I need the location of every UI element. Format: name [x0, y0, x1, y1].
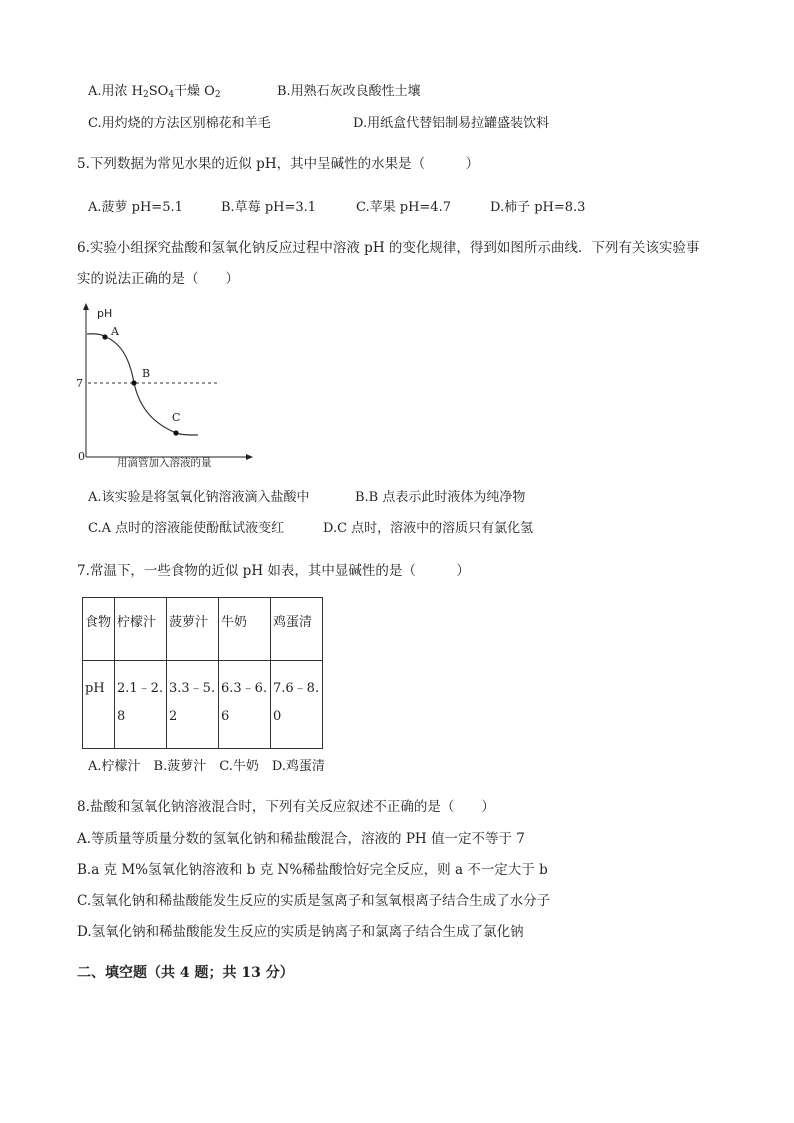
q6-option-d: D.C 点时，溶液中的溶质只有氯化氢	[323, 521, 534, 536]
q4-option-c: C.用灼烧的方法区别棉花和羊毛	[88, 116, 271, 131]
q5-option-d: D.柿子 pH=8.3	[490, 200, 586, 215]
q7-options: A.柠檬汁 B.菠萝汁 C.牛奶 D.鸡蛋清	[88, 759, 325, 774]
q8-stem: 8.盐酸和氢氧化钠溶液混合时，下列有关反应叙述不正确的是（ ）	[77, 799, 495, 815]
q5-stem: 5.下列数据为常见水果的近似 pH，其中呈碱性的水果是（ ）	[77, 156, 480, 172]
ph-curve-chart	[70, 300, 260, 475]
q4-option-b: B.用熟石灰改良酸性土壤	[277, 84, 421, 99]
q6-option-c: C.A 点时的溶液能使酚酞试液变红	[88, 521, 285, 536]
q6-stem-line1: 6.实验小组探究盐酸和氢氧化钠反应过程中溶液 pH 的变化规律，得到如图所示曲线．下列有关该实验事	[77, 240, 700, 256]
point-b	[131, 380, 136, 385]
x-axis-arrow	[246, 454, 253, 460]
q8-option-b: B.a 克 M%氢氧化钠溶液和 b 克 N%稀盐酸恰好完全反应，则 a 不一定大于 b	[77, 862, 548, 878]
q6-option-a: A.该实验是将氢氧化钠溶液滴入盐酸中	[88, 490, 310, 505]
q5-option-a: A.菠萝 pH=5.1	[88, 200, 183, 215]
table-header-cell: 鸡蛋清	[271, 598, 323, 661]
point-c	[173, 430, 178, 435]
table-header-cell: 牛奶	[219, 598, 271, 661]
q8-option-c: C.氢氧化钠和稀盐酸能发生反应的实质是氢离子和氢氧根离子结合生成了水分子	[77, 893, 551, 909]
q8-option-a: A.等质量等质量分数的氢氧化钠和稀盐酸混合，溶液的 PH 值一定不等于 7	[77, 831, 525, 847]
table-cell: 6.3﹣6. 6	[219, 661, 271, 749]
q4-option-d: D.用纸盒代替铝制易拉罐盛装饮料	[353, 116, 550, 131]
y-tick-7: 7	[76, 377, 83, 390]
origin-label: 0	[78, 450, 85, 463]
table-header-cell: 食物	[83, 598, 115, 661]
q5-option-b: B.草莓 pH=3.1	[221, 200, 317, 215]
q4-option-a: A.用浓 $H_2SO_4$干燥 $O_2$	[88, 84, 221, 100]
table-header-cell: 菠萝汁	[167, 598, 219, 661]
q8-option-d: D.氢氧化钠和稀盐酸能发生反应的实质是钠离子和氯离子结合生成了氯化钠	[77, 924, 524, 940]
table-header-cell: 柠檬汁	[115, 598, 167, 661]
q5-option-c: C.苹果 pH=4.7	[356, 200, 451, 215]
x-axis-label: 用滴管加入溶液的量	[117, 457, 212, 469]
point-a-label: A	[111, 325, 119, 338]
table-cell: 2.1﹣2. 8	[115, 661, 167, 749]
table-row	[83, 661, 323, 749]
food-ph-table	[82, 597, 323, 749]
point-a	[102, 334, 107, 339]
table-cell: 3.3﹣5. 2	[167, 661, 219, 749]
y-axis-label: pH	[97, 307, 113, 320]
ph-curve	[87, 334, 198, 435]
table-row-label: pH	[83, 661, 115, 749]
table-header-row	[83, 598, 323, 661]
point-b-label: B	[142, 367, 151, 380]
q7-stem: 7.常温下，一些食物的近似 pH 如表，其中显碱性的是（ ）	[77, 563, 470, 579]
section-heading: 二、填空题（共 4 题；共 13 分）	[77, 965, 294, 981]
y-axis-arrow	[83, 303, 89, 310]
q6-option-b: B.B 点表示此时液体为纯净物	[355, 490, 526, 505]
point-c-label: C	[172, 411, 181, 424]
table-cell: 7.6﹣8. 0	[271, 661, 323, 749]
q6-stem-line2: 实的说法正确的是（ ）	[77, 271, 239, 287]
